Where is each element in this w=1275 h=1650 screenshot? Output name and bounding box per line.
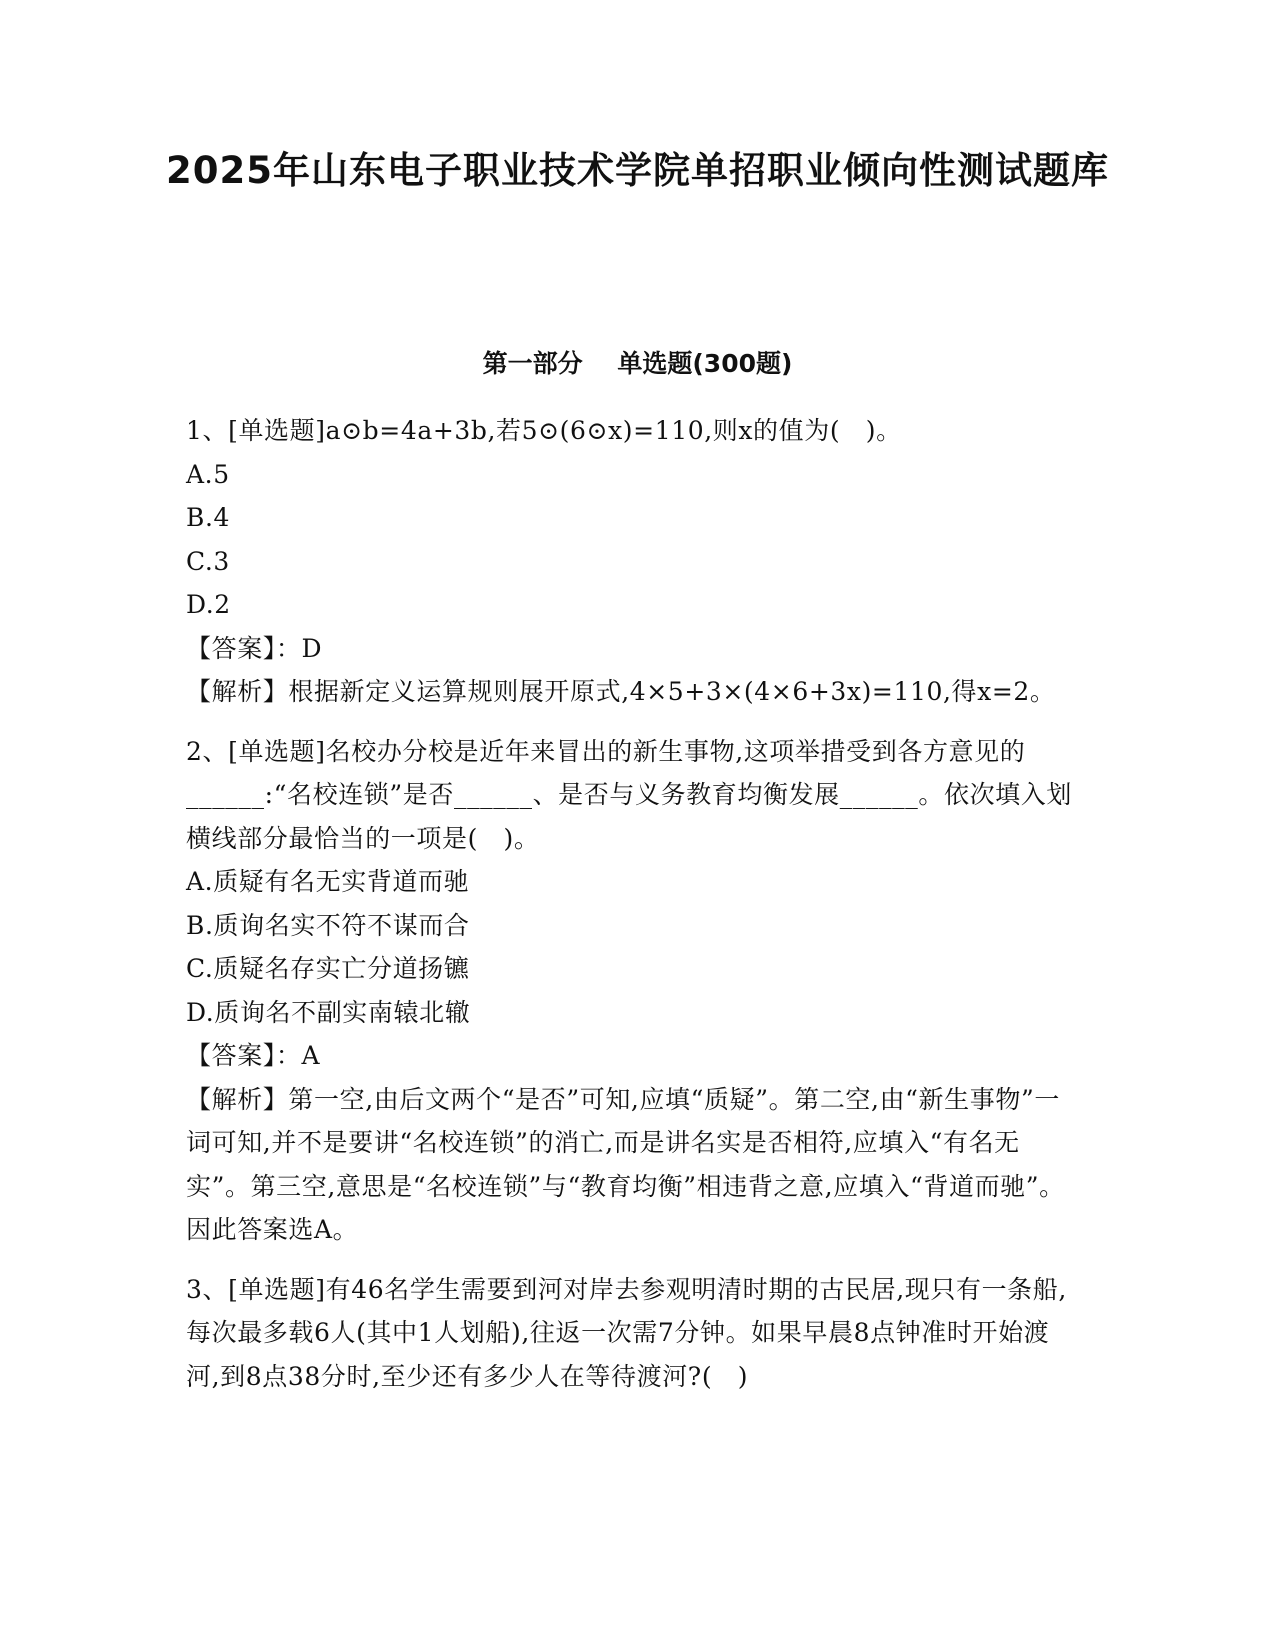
option-b: B.4 [186, 503, 231, 532]
answer-line [186, 627, 1076, 671]
analysis-text: 第一空,由后文两个“是否”可知,应填“质疑”。第二空,由“新生事物”一词可知,并不是要讲“名校连锁”的消亡,而是讲名实是否相符,应填入“有名无实”。第三空,意思是“名校连锁”与“教育均衡”相违背之意,应填入“背道而驰”。因此答案选A。 [186, 1084, 1065, 1244]
answer-value: D [301, 633, 323, 663]
answer-label: 【答案】： [186, 633, 302, 663]
option-a: A.5 [186, 459, 230, 489]
answer-label: 【答案】： [186, 1041, 302, 1070]
option-d: D.2 [186, 590, 231, 619]
analysis-label: 【解析】 [186, 1084, 289, 1114]
question-2 [186, 730, 1076, 1252]
analysis-label: 【解析】 [186, 677, 289, 706]
option-c: C.质疑名存实亡分道扬镳 [186, 954, 470, 983]
analysis-text: 根据新定义运算规则展开原式,4×5+3×(4×6+3x)=110,得x=2。 [288, 677, 1056, 706]
analysis-line [186, 670, 1076, 714]
analysis-line [186, 1078, 1076, 1252]
option-b: B.质询名实不符不谋而合 [186, 910, 470, 940]
question-stem: 1、[单选题]a⊙b=4a+3b,若5⊙(6⊙x)=110,则x的值为( )。 [186, 416, 902, 445]
question-list [186, 409, 1076, 1414]
option-c: C.3 [186, 546, 230, 576]
section-title: 第一部分 单选题(300题) [482, 349, 793, 378]
answer-value: A [301, 1041, 321, 1070]
document-title: 2025年山东电子职业技术学院单招职业倾向性测试题库 [166, 149, 1109, 192]
question-3 [186, 1268, 1076, 1399]
option-list [186, 860, 1076, 1034]
option-list [186, 453, 1076, 627]
answer-line [186, 1034, 1076, 1078]
option-d: D.质询名不副实南辕北辙 [186, 997, 471, 1027]
question-1 [186, 409, 1076, 714]
question-stem: 3、[单选题]有46名学生需要到河对岸去参观明清时期的古民居,现只有一条船,每次最多载6人(其中1人划船),往返一次需7分钟。如果早晨8点钟准时开始渡河,到8点38分时,至少还有多少人在等待渡河?( ) [186, 1274, 1067, 1391]
question-stem: 2、[单选题]名校办分校是近年来冒出的新生事物,这项举措受到各方意见的______:“名校连锁”是否______、是否与义务教育均衡发展______。依次填入划横线部分最恰当的一项是( )。 [186, 736, 1072, 853]
option-a: A.质疑有名无实背道而驰 [186, 867, 470, 896]
